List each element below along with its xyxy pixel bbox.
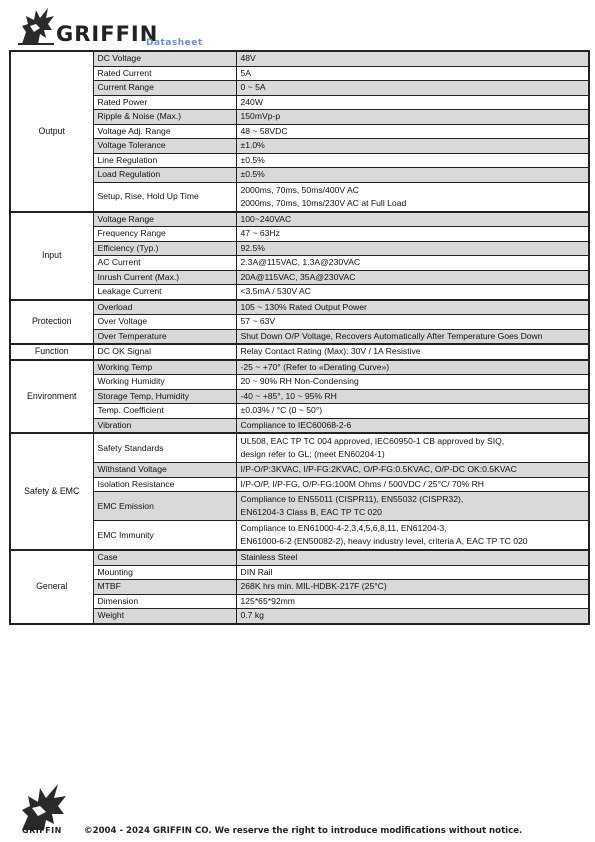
value-line: Shut Down O/P Voltage, Recovers Automatically After Temperature Goes Down	[240, 330, 543, 341]
value-line: Compliance to EN61000-4-2,3,4,5,6,8,11, EN61204-3,	[240, 523, 447, 533]
value-line: 48V	[240, 53, 256, 64]
value-cell	[236, 463, 589, 478]
value-cell	[236, 329, 589, 344]
value-line: 240W	[240, 96, 263, 107]
category-cell: Protection	[10, 300, 93, 345]
value-line: 0.7 kg	[240, 610, 264, 621]
value-line: DIN Rail	[240, 566, 273, 577]
parameter-cell: Safety Standards	[93, 433, 236, 463]
spec-row	[10, 270, 589, 285]
parameter-cell: Rated Power	[93, 95, 236, 110]
parameter-cell: Isolation Resistance	[93, 477, 236, 492]
value-cell	[236, 565, 589, 580]
parameter-cell: Current Range	[93, 81, 236, 96]
value-line: 92.5%	[240, 242, 265, 253]
value-line: ±0.5%	[240, 169, 265, 180]
value-line: I/P-O/P:3KVAC, I/P-FG:2KVAC, O/P-FG:0.5KVAC, O/P-DC OK:0.5KVAC	[240, 464, 517, 475]
value-cell	[236, 153, 589, 168]
value-cell	[236, 580, 589, 595]
spec-row	[10, 404, 589, 419]
value-line: Compliance to IEC60068-2-6	[240, 419, 352, 430]
spec-row	[10, 227, 589, 242]
spec-group	[10, 212, 589, 300]
value-line: 5A	[240, 67, 252, 78]
value-cell	[236, 300, 589, 315]
spec-row	[10, 418, 589, 433]
spec-row	[10, 51, 589, 66]
parameter-cell: Case	[93, 550, 236, 565]
value-cell	[236, 492, 589, 521]
spec-row	[10, 389, 589, 404]
parameter-cell: Leakage Current	[93, 285, 236, 300]
value-cell	[236, 139, 589, 154]
value-line: 150mVp-p	[240, 111, 281, 122]
value-cell	[236, 433, 589, 463]
spec-row	[10, 550, 589, 565]
value-line: <3.5mA / 530V AC	[240, 286, 311, 297]
value-line: 2000ms, 70ms, 10ms/230V AC at Full Load	[240, 197, 407, 208]
value-cell	[236, 550, 589, 565]
spec-row	[10, 375, 589, 390]
category-cell: Safety & EMC	[10, 433, 93, 550]
spec-row	[10, 81, 589, 96]
spec-row	[10, 110, 589, 125]
spec-group	[10, 550, 589, 624]
parameter-cell: Over Temperature	[93, 329, 236, 344]
parameter-cell: EMC Emission	[93, 492, 236, 521]
value-line: 20A@115VAC, 35A@230VAC	[240, 271, 356, 282]
parameter-cell: Working Humidity	[93, 375, 236, 390]
spec-row	[10, 477, 589, 492]
category-cell: Function	[10, 344, 93, 360]
value-line: -25 ~ +70° (Refer to «Derating Curve»)	[240, 361, 390, 372]
value-cell	[236, 81, 589, 96]
value-cell	[236, 344, 589, 360]
value-line: 105 ~ 130% Rated Output Power	[240, 301, 367, 312]
parameter-cell: Storage Temp, Humidity	[93, 389, 236, 404]
spec-row	[10, 124, 589, 139]
spec-row	[10, 565, 589, 580]
spec-row	[10, 285, 589, 300]
spec-group	[10, 360, 589, 434]
value-cell	[236, 270, 589, 285]
value-line: 57 ~ 63V	[240, 316, 276, 327]
parameter-cell: Ripple & Noise (Max.)	[93, 110, 236, 125]
category-cell: General	[10, 550, 93, 624]
value-line: UL508, EAC TP TC 004 approved, IEC60950-1 CB approved by SIQ,	[240, 436, 505, 446]
value-cell	[236, 285, 589, 300]
spec-row	[10, 344, 589, 360]
parameter-cell: Frequency Range	[93, 227, 236, 242]
value-cell	[236, 66, 589, 81]
parameter-cell: Vibration	[93, 418, 236, 433]
parameter-cell: Overload	[93, 300, 236, 315]
value-line: design refer to GL; (meet EN60204-1)	[240, 449, 385, 459]
spec-row	[10, 580, 589, 595]
value-cell	[236, 124, 589, 139]
spec-row	[10, 212, 589, 227]
value-cell	[236, 521, 589, 551]
value-line: 0 ~ 5A	[240, 82, 266, 93]
parameter-cell: Weight	[93, 609, 236, 624]
parameter-cell: AC Current	[93, 256, 236, 271]
parameter-cell: Temp. Coefficient	[93, 404, 236, 419]
parameter-cell: Load Regulation	[93, 168, 236, 183]
parameter-cell: Withstand Voltage	[93, 463, 236, 478]
spec-row	[10, 594, 589, 609]
parameter-cell: DC OK Signal	[93, 344, 236, 360]
value-cell	[236, 315, 589, 330]
spec-row	[10, 139, 589, 154]
value-cell	[236, 110, 589, 125]
value-cell	[236, 51, 589, 66]
value-line: 47 ~ 63Hz	[240, 228, 280, 239]
spec-row	[10, 315, 589, 330]
value-line: -40 ~ +85°, 10 ~ 95% RH	[240, 390, 337, 401]
spec-row	[10, 300, 589, 315]
spec-row	[10, 182, 589, 212]
value-cell	[236, 168, 589, 183]
document-subtitle: Datasheet	[146, 38, 203, 48]
parameter-cell: Voltage Tolerance	[93, 139, 236, 154]
value-line: 2000ms, 70ms, 50ms/400V AC	[240, 184, 359, 195]
parameter-cell: MTBF	[93, 580, 236, 595]
footer-brand: GRIFFIN	[22, 826, 62, 835]
spec-row	[10, 66, 589, 81]
value-cell	[236, 594, 589, 609]
spec-table	[9, 50, 590, 625]
value-line: I/P-O/P, I/P-FG, O/P-FG:100M Ohms / 500VDC / 25°C/ 70% RH	[240, 478, 484, 489]
spec-row	[10, 433, 589, 463]
parameter-cell: Voltage Range	[93, 212, 236, 227]
spec-row	[10, 360, 589, 375]
value-line: 125*65*92mm	[240, 595, 295, 606]
spec-row	[10, 463, 589, 478]
spec-group	[10, 344, 589, 360]
spec-group	[10, 433, 589, 550]
parameter-cell: Rated Current	[93, 66, 236, 81]
category-cell: Input	[10, 212, 93, 300]
value-cell	[236, 418, 589, 433]
spec-row	[10, 609, 589, 624]
page-header	[12, 4, 312, 48]
value-line: ±1.0%	[240, 140, 265, 151]
value-line: ±0.5%	[240, 154, 265, 165]
brand-name: GRIFFIN	[56, 22, 159, 46]
value-line: 20 ~ 90% RH Non-Condensing	[240, 376, 359, 387]
parameter-cell: Working Temp	[93, 360, 236, 375]
spec-row	[10, 153, 589, 168]
parameter-cell: Inrush Current (Max.)	[93, 270, 236, 285]
parameter-cell: DC Voltage	[93, 51, 236, 66]
spec-row	[10, 95, 589, 110]
spec-row	[10, 241, 589, 256]
parameter-cell: Dimension	[93, 594, 236, 609]
value-line: 2.3A@115VAC, 1.3A@230VAC	[240, 257, 361, 268]
value-cell	[236, 375, 589, 390]
parameter-cell: Efficiency (Typ.)	[93, 241, 236, 256]
parameter-cell: Over Voltage	[93, 315, 236, 330]
parameter-cell: Line Regulation	[93, 153, 236, 168]
spec-group	[10, 51, 589, 212]
value-line: Compliance to EN55011 (CISPR11), EN55032 (CISPR32),	[240, 494, 464, 504]
value-cell	[236, 241, 589, 256]
parameter-cell: EMC Immunity	[93, 521, 236, 551]
value-cell	[236, 212, 589, 227]
spec-row	[10, 168, 589, 183]
value-cell	[236, 182, 589, 212]
value-line: EN61000-6-2 (EN50082-2), heavy industry level, criteria A, EAC TP TC 020	[240, 536, 528, 546]
value-line: 48 ~ 58VDC	[240, 125, 288, 136]
value-line: EN61204-3 Class B, EAC TP TC 020	[240, 507, 382, 517]
spec-row	[10, 256, 589, 271]
value-line: ±0.03% / °C (0 ~ 50°)	[240, 405, 323, 416]
value-cell	[236, 360, 589, 375]
value-cell	[236, 95, 589, 110]
value-cell	[236, 389, 589, 404]
value-cell	[236, 404, 589, 419]
value-line: 268K hrs min. MIL-HDBK-217F (25°C)	[240, 581, 387, 592]
value-cell	[236, 609, 589, 624]
spec-row	[10, 492, 589, 521]
value-cell	[236, 227, 589, 242]
parameter-cell: Mounting	[93, 565, 236, 580]
category-cell: Environment	[10, 360, 93, 434]
value-line: Stainless Steel	[240, 552, 298, 563]
spec-group	[10, 300, 589, 345]
parameter-cell: Setup, Rise, Hold Up Time	[93, 182, 236, 212]
value-cell	[236, 477, 589, 492]
value-cell	[236, 256, 589, 271]
footer-copyright: ©2004 - 2024 GRIFFIN CO. We reserve the right to introduce modifications without notice.	[84, 826, 523, 836]
spec-row	[10, 329, 589, 344]
spec-row	[10, 521, 589, 551]
griffin-logo-icon	[16, 4, 56, 46]
category-cell: Output	[10, 51, 93, 212]
value-line: Relay Contact Rating (Max): 30V / 1A Resistive	[240, 346, 421, 357]
parameter-cell: Voltage Adj. Range	[93, 124, 236, 139]
value-line: 100~240VAC	[240, 213, 292, 224]
